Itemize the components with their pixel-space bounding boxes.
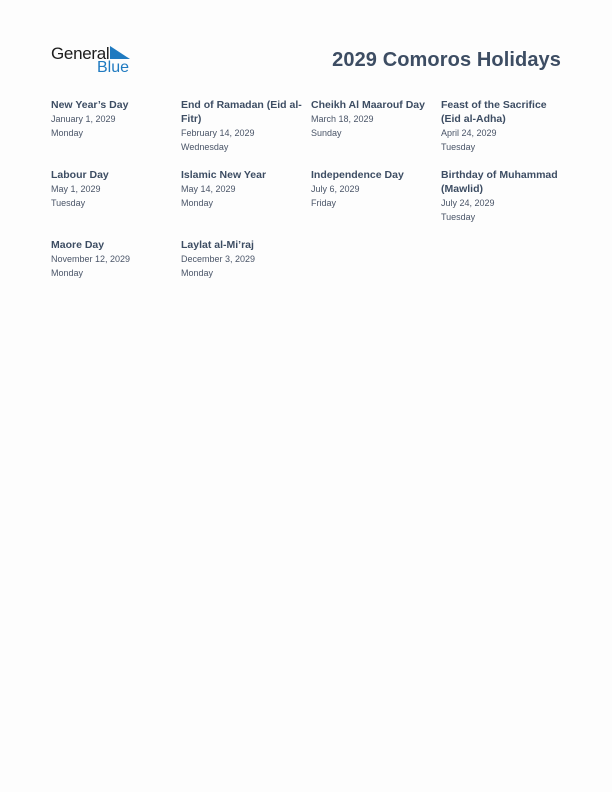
holiday-date: March 18, 2029 <box>311 114 374 124</box>
holiday-entry <box>51 238 181 280</box>
holiday-weekday: Wednesday <box>181 142 229 152</box>
holiday-weekday: Tuesday <box>51 198 86 208</box>
holiday-weekday: Tuesday <box>441 142 476 152</box>
holiday-name: End of Ramadan (Eid al-Fitr) <box>181 99 302 125</box>
holiday-weekday: Monday <box>51 128 84 138</box>
holiday-entry <box>441 168 571 224</box>
holiday-date: December 3, 2029 <box>181 254 256 264</box>
holiday-entry <box>181 168 311 224</box>
holiday-entry <box>311 98 441 154</box>
holiday-entry <box>181 98 311 154</box>
holiday-row <box>51 168 571 224</box>
holiday-row <box>51 238 571 280</box>
holiday-entry <box>181 238 311 280</box>
holiday-name: Birthday of Muhammad (Mawlid) <box>441 169 558 195</box>
logo-general-text: General <box>51 44 110 63</box>
holiday-weekday: Monday <box>181 268 214 278</box>
holiday-date: April 24, 2029 <box>441 128 497 138</box>
holiday-row <box>51 98 571 154</box>
brand-logo <box>51 44 141 78</box>
holiday-date: May 14, 2029 <box>181 184 236 194</box>
holiday-entry <box>311 168 441 224</box>
holiday-entry <box>51 168 181 224</box>
holiday-date: July 6, 2029 <box>311 184 360 194</box>
logo-blue-text: Blue <box>97 59 130 76</box>
holiday-weekday: Monday <box>181 198 214 208</box>
holiday-entry <box>51 98 181 154</box>
holiday-weekday: Monday <box>51 268 84 278</box>
holiday-entry <box>441 98 571 154</box>
page-title: 2029 Comoros Holidays <box>332 49 561 71</box>
holiday-name: Islamic New Year <box>181 169 267 181</box>
holiday-date: February 14, 2029 <box>181 128 255 138</box>
holiday-name: Independence Day <box>311 169 404 181</box>
holiday-name: Laylat al-Mi’raj <box>181 239 254 251</box>
holiday-name: New Year’s Day <box>51 99 129 111</box>
holiday-weekday: Tuesday <box>441 212 476 222</box>
holiday-grid <box>51 98 571 294</box>
holiday-date: January 1, 2029 <box>51 114 116 124</box>
holiday-weekday: Sunday <box>311 128 342 138</box>
holiday-date: July 24, 2029 <box>441 198 495 208</box>
holiday-name: Maore Day <box>51 239 105 251</box>
holiday-name: Cheikh Al Maarouf Day <box>311 99 425 111</box>
holiday-name: Feast of the Sacrifice (Eid al-Adha) <box>441 99 547 125</box>
holiday-date: May 1, 2029 <box>51 184 101 194</box>
holiday-weekday: Friday <box>311 198 337 208</box>
holiday-date: November 12, 2029 <box>51 254 131 264</box>
holiday-name: Labour Day <box>51 169 109 181</box>
